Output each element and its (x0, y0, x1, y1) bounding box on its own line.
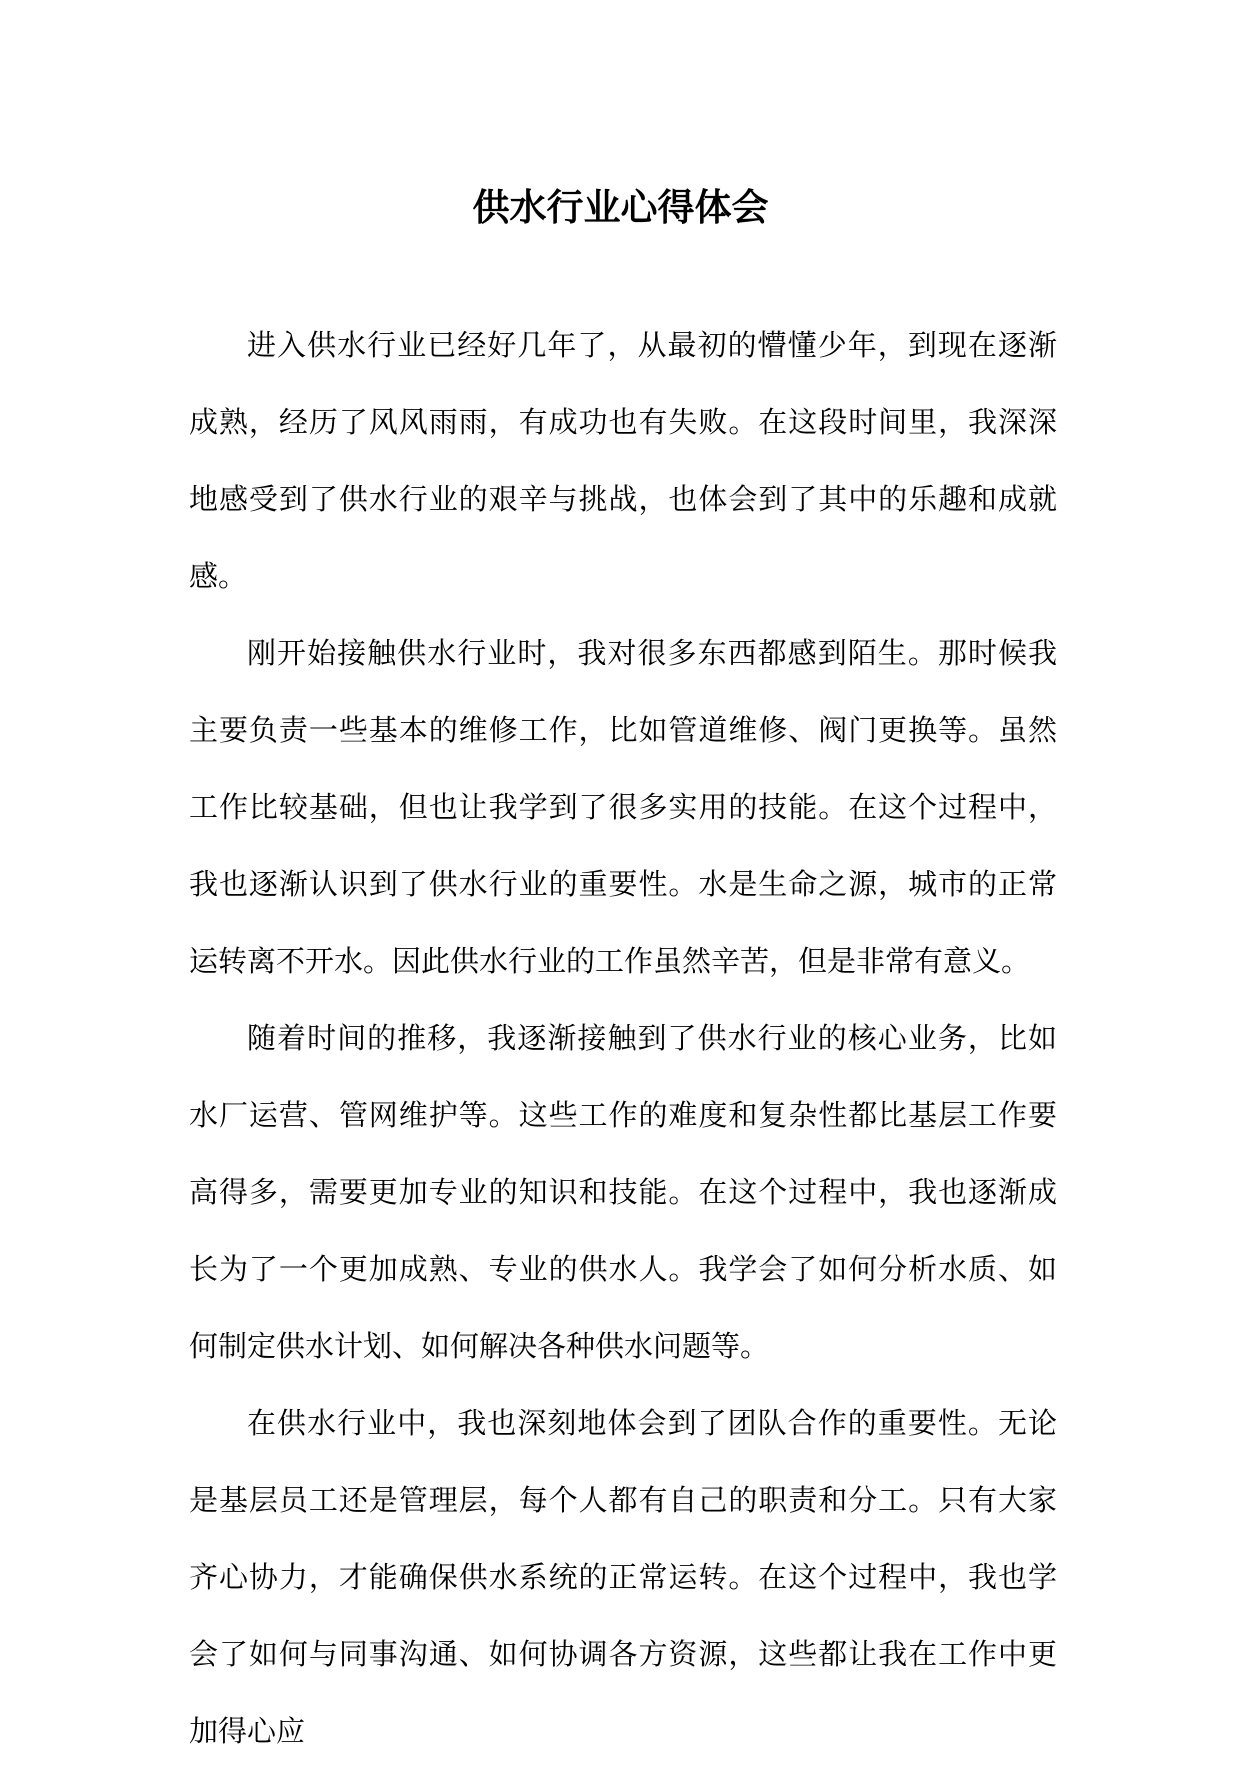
document-body (189, 307, 1057, 1770)
document-title: 供水行业心得体会 (472, 185, 769, 229)
paragraph-4: 在供水行业中，我也深刻地体会到了团队合作的重要性。无论是基层员工还是管理层，每个人都有自己的职责和分工。只有大家齐心协力，才能确保供水系统的正常运转。在这个过程中，我也学会了如何与同事沟通、如何协调各方资源，这些都让我在工作中更加得心应 (189, 1406, 1057, 1748)
paragraph-3: 随着时间的推移，我逐渐接触到了供水行业的核心业务，比如水厂运营、管网维护等。这些工作的难度和复杂性都比基层工作要高得多，需要更加专业的知识和技能。在这个过程中，我也逐渐成长为了一个更加成熟、专业的供水人。我学会了如何分析水质、如何制定供水计划、如何解决各种供水问题等。 (189, 1021, 1057, 1363)
paragraph-1: 进入供水行业已经好几年了，从最初的懵懂少年，到现在逐渐成熟，经历了风风雨雨，有成功也有失败。在这段时间里，我深深地感受到了供水行业的艰辛与挑战，也体会到了其中的乐趣和成就感。 (189, 328, 1057, 593)
paragraph-2: 刚开始接触供水行业时，我对很多东西都感到陌生。那时候我主要负责一些基本的维修工作，比如管道维修、阀门更换等。虽然工作比较基础，但也让我学到了很多实用的技能。在这个过程中，我也逐渐认识到了供水行业的重要性。水是生命之源，城市的正常运转离不开水。因此供水行业的工作虽然辛苦，但是非常有意义。 (189, 636, 1057, 978)
